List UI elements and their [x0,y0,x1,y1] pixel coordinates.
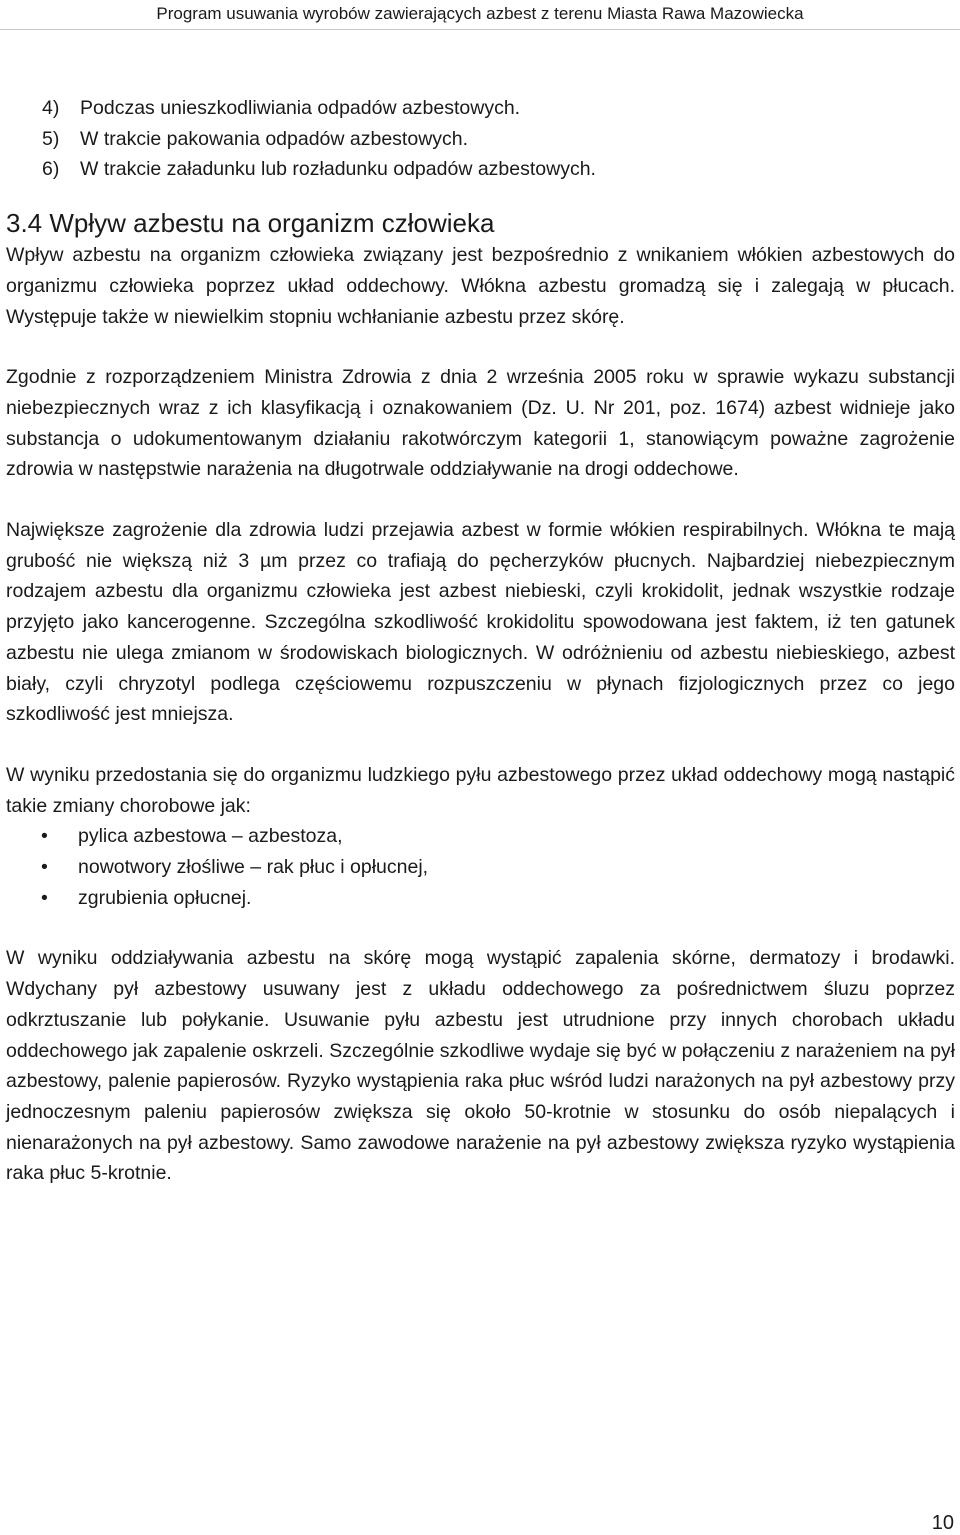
disease-item-text: zgrubienia opłucnej. [78,886,252,909]
disease-item-text: nowotwory złośliwe – rak płuc i opłucnej, [78,856,429,879]
list-item-text: W trakcie pakowania odpadów azbestowych. [80,127,469,150]
header-title: Program usuwania wyrobów zawierających azbest z terenu Miasta Rawa Mazowiecka [156,4,804,23]
diseases-intro-paragraph: W wyniku przedostania się do organizmu ludzkiego pyłu azbestowego przez układ oddechowy mogą nastąpić takie zmiany chorobowe jak: [6,763,955,817]
numbered-list [6,93,955,185]
threat-paragraph: Największe zagrożenie dla zdrowia ludzi przejawia azbest w formie włókien respirabilnych. Włókna te mają grubość nie większą niż 3 µm przez co trafiają do pęcherzyków płucnych. Najbardziej niebezpiecznym rodzajem azbestu dla organizmu człowieka jest azbest niebieski, czyli krokidolit, jednak wszystkie rodzaje przyjęto jako kancerogenne. Szczególna szkodliwość krokidolitu spowodowana jest faktem, iż ten gatunek azbestu nie ulega zmianom w środowiskach biologicznych. W odróżnieniu od azbestu niebieskiego, azbest biały, czyli chryzotyl podlega częściowemu rozpuszczeniu w płynach fizjologicznych przez co jego szkodliwość jest mniejsza. [6,519,955,726]
disease-item [6,852,955,883]
document-body [6,93,955,1189]
list-item-text: Podczas unieszkodliwiania odpadów azbestowych. [80,97,521,119]
bullet-icon: • [41,886,48,909]
diseases-list [6,821,955,913]
skin-effects-paragraph: W wyniku oddziaływania azbestu na skórę mogą wystąpić zapalenia skórne, dermatozy i brodawki. Wdychany pył azbestowy usuwany jest z układu oddechowego za pośrednictwem śluzu poprzez odkrztuszanie lub połykanie. Usuwanie pyłu azbestu jest utrudnione przy innych chorobach układu oddechowego jak zapalenie oskrzeli. Szczególnie szkodliwe wydaje się być w połączeniu z narażeniem na pył azbestowy, palenie papierosów. Ryzyko wystąpienia raka płuc wśród ludzi narażonych na pył azbestowy przy jednoczesnym paleniu papierosów zwiększa się około 50-krotnie w stosunku do osób niepalących i nienarażonych na pył azbestowy. Samo zawodowe narażenie na pył azbestowy zwiększa ryzyko wystąpienia raka płuc 5-krotnie. [6,947,955,1185]
list-item-number: 4) [42,97,60,119]
list-item [42,93,955,124]
section-intro-paragraph: Wpływ azbestu na organizm człowieka związany jest bezpośrednio z wnikaniem włókien azbestowych do organizmu człowieka poprzez układ oddechowy. Włókna azbestu gromadzą się i zalegają w płucach. Występuje także w niewielkim stopniu wchłanianie azbestu przez skórę. [6,244,955,328]
bullet-icon: • [41,825,48,848]
page-header [0,0,960,30]
list-item-text: W trakcie załadunku lub rozładunku odpadów azbestowych. [80,158,596,181]
disease-item [6,883,955,914]
regulation-paragraph: Zgodnie z rozporządzeniem Ministra Zdrowia z dnia 2 września 2005 roku w sprawie wykazu substancji niebezpiecznych wraz z ich klasyfikacją i oznakowaniem (Dz. U. Nr 201, poz. 1674) azbest widnieje jako substancja o udokumentowanym działaniu rakotwórczym kategorii 1, stanowiącym poważne zagrożenie zdrowia w następstwie narażenia na długotrwale oddziaływanie na drogi oddechowe. [6,366,955,481]
page-number: 10 [931,1512,954,1534]
list-item-number: 6) [42,158,60,181]
section-heading: 3.4 Wpływ azbestu na organizm człowieka [6,208,495,239]
disease-item-text: pylica azbestowa – azbestoza, [78,825,343,848]
list-item-number: 5) [42,127,60,150]
disease-item [6,821,955,852]
list-item [42,124,955,155]
list-item [42,154,955,185]
bullet-icon: • [41,856,48,879]
